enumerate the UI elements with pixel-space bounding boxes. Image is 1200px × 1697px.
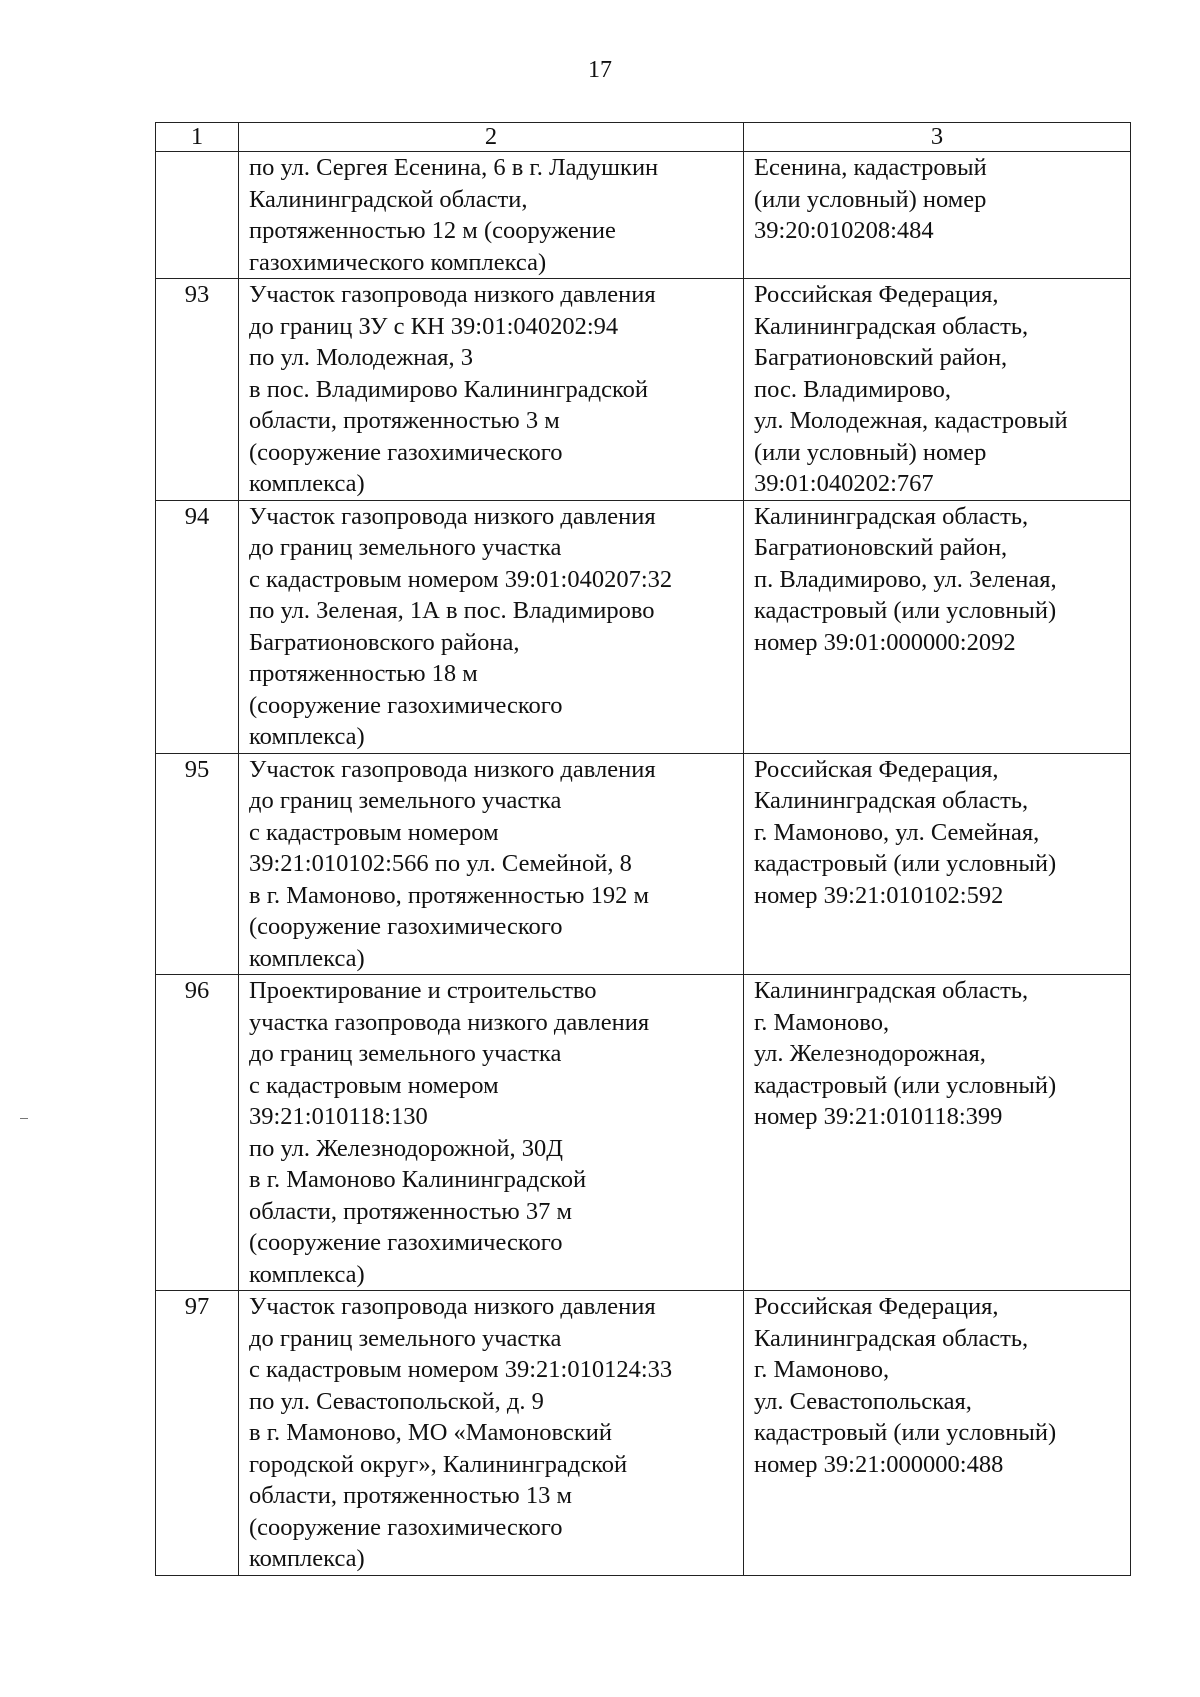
object-description: Участок газопровода низкого давления до границ земельного участка с кадастровым номером 39:21:010102:566 по ул. Семейной, 8 в г. Мамоново, протяженностью 192 м (сооружение газохимического комплекса) xyxy=(239,753,744,975)
object-address: Российская Федерация, Калининградская область, г. Мамоново, ул. Семейная, кадастровый (или условный) номер 39:21:010102:592 xyxy=(744,753,1131,975)
table-row xyxy=(156,500,1131,753)
row-number: 96 xyxy=(156,975,239,1291)
table-header-row xyxy=(156,123,1131,152)
row-number: 94 xyxy=(156,500,239,753)
row-number xyxy=(156,152,239,279)
object-address: Российская Федерация, Калининградская область, Багратионовский район, пос. Владимирово, ул. Молодежная, кадастровый (или условный) номер 39:01:040202:767 xyxy=(744,279,1131,501)
table-row xyxy=(156,152,1131,279)
column-header-1: 1 xyxy=(156,123,239,152)
table-row xyxy=(156,279,1131,501)
object-description: Участок газопровода низкого давления до границ ЗУ с КН 39:01:040202:94 по ул. Молодежная, 3 в пос. Владимирово Калининградской области, протяженностью 3 м (сооружение газохимического комплекса) xyxy=(239,279,744,501)
scan-mark xyxy=(20,1118,28,1119)
table-row xyxy=(156,1291,1131,1576)
object-address: Калининградская область, Багратионовский район, п. Владимирово, ул. Зеленая, кадастровый (или условный) номер 39:01:000000:2092 xyxy=(744,500,1131,753)
object-description: Проектирование и строительство участка газопровода низкого давления до границ земельного участка с кадастровым номером 39:21:010118:130 по ул. Железнодорожной, 30Д в г. Мамоново Калининградской области, протяженностью 37 м (сооружение газохимического комплекса) xyxy=(239,975,744,1291)
object-address: Есенина, кадастровый (или условный) номер 39:20:010208:484 xyxy=(744,152,1131,279)
object-address: Российская Федерация, Калининградская область, г. Мамоново, ул. Севастопольская, кадастровый (или условный) номер 39:21:000000:488 xyxy=(744,1291,1131,1576)
page-number: 17 xyxy=(588,57,612,83)
table-row xyxy=(156,975,1131,1291)
row-number: 93 xyxy=(156,279,239,501)
row-number: 95 xyxy=(156,753,239,975)
object-description: по ул. Сергея Есенина, 6 в г. Ладушкин Калининградской области, протяженностью 12 м (сооружение газохимического комплекса) xyxy=(239,152,744,279)
objects-table xyxy=(155,122,1131,1576)
column-header-3: 3 xyxy=(744,123,1131,152)
row-number: 97 xyxy=(156,1291,239,1576)
object-description: Участок газопровода низкого давления до границ земельного участка с кадастровым номером 39:21:010124:33 по ул. Севастопольской, д. 9 в г. Мамоново, МО «Мамоновский городской округ», Калининградской области, протяженностью 13 м (сооружение газохимического комплекса) xyxy=(239,1291,744,1576)
table-row xyxy=(156,753,1131,975)
column-header-2: 2 xyxy=(239,123,744,152)
object-description: Участок газопровода низкого давления до границ земельного участка с кадастровым номером 39:01:040207:32 по ул. Зеленая, 1А в пос. Владимирово Багратионовского района, протяженностью 18 м (сооружение газохимического комплекса) xyxy=(239,500,744,753)
object-address: Калининградская область, г. Мамоново, ул. Железнодорожная, кадастровый (или условный) номер 39:21:010118:399 xyxy=(744,975,1131,1291)
